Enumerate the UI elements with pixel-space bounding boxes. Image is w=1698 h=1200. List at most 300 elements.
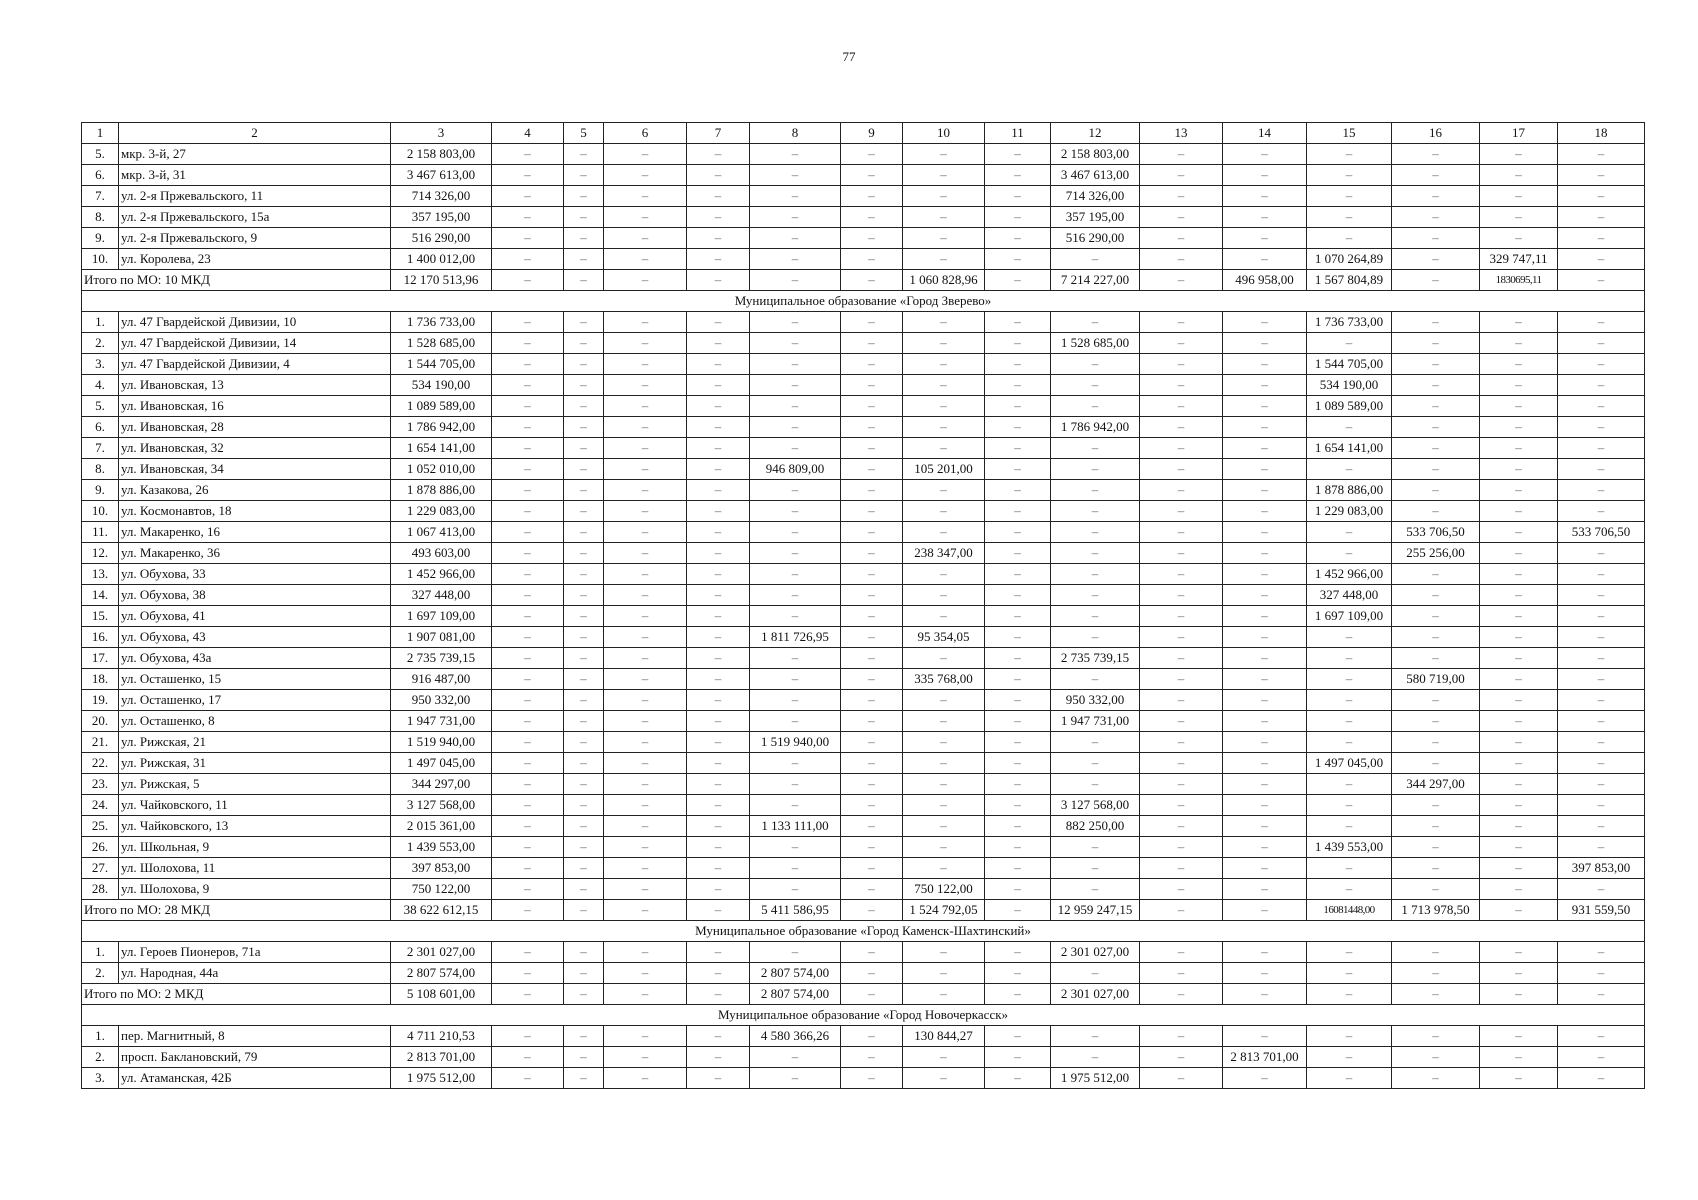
empty-cell: – [903,1068,985,1089]
table-row [82,585,1645,606]
empty-cell: – [1480,858,1558,879]
amount-cell: 2 301 027,00 [1051,984,1140,1005]
empty-cell: – [604,858,687,879]
address-cell: ул. Осташенко, 15 [119,669,391,690]
empty-cell: – [903,963,985,984]
empty-cell: – [1223,942,1307,963]
amount-cell: 255 256,00 [1392,543,1480,564]
amount-cell: 1830695,11 [1480,270,1558,291]
amount-cell: 2 735 739,15 [1051,648,1140,669]
empty-cell: – [1558,816,1645,837]
empty-cell: – [1480,984,1558,1005]
empty-cell: – [1558,1026,1645,1047]
empty-cell: – [1307,1047,1392,1068]
empty-cell: – [604,984,687,1005]
empty-cell: – [1558,480,1645,501]
empty-cell: – [841,501,903,522]
empty-cell: – [1480,900,1558,921]
empty-cell: – [687,417,750,438]
empty-cell: – [1223,480,1307,501]
empty-cell: – [492,480,564,501]
empty-cell: – [1392,564,1480,585]
empty-cell: – [1140,564,1223,585]
table-row [82,816,1645,837]
empty-cell: – [1480,564,1558,585]
empty-cell: – [841,795,903,816]
empty-cell: – [564,942,604,963]
address-cell: ул. Рижская, 31 [119,753,391,774]
empty-cell: – [841,1068,903,1089]
empty-cell: – [1223,879,1307,900]
empty-cell: – [1558,207,1645,228]
empty-cell: – [903,228,985,249]
empty-cell: – [687,879,750,900]
empty-cell: – [841,837,903,858]
empty-cell: – [841,522,903,543]
empty-cell: – [604,627,687,648]
table-row [82,711,1645,732]
empty-cell: – [985,459,1051,480]
address-cell: ул. Школьная, 9 [119,837,391,858]
empty-cell: – [1223,963,1307,984]
empty-cell: – [985,984,1051,1005]
empty-cell: – [1307,816,1392,837]
empty-cell: – [1051,627,1140,648]
table-row [82,963,1645,984]
empty-cell: – [1051,858,1140,879]
empty-cell: – [1223,1026,1307,1047]
empty-cell: – [1140,1047,1223,1068]
empty-cell: – [1051,879,1140,900]
empty-cell: – [1051,501,1140,522]
empty-cell: – [1051,837,1140,858]
empty-cell: – [1558,837,1645,858]
empty-cell: – [985,144,1051,165]
table-row [82,1026,1645,1047]
empty-cell: – [564,186,604,207]
empty-cell: – [492,858,564,879]
empty-cell: – [903,249,985,270]
row-number: 8. [82,459,119,480]
empty-cell: – [750,144,841,165]
empty-cell: – [750,396,841,417]
empty-cell: – [985,606,1051,627]
empty-cell: – [750,669,841,690]
empty-cell: – [903,774,985,795]
empty-cell: – [604,732,687,753]
empty-cell: – [492,669,564,690]
header-row [82,123,1645,144]
empty-cell: – [1223,627,1307,648]
section-row [82,1005,1645,1026]
address-cell: ул. Макаренко, 36 [119,543,391,564]
empty-cell: – [985,795,1051,816]
empty-cell: – [985,228,1051,249]
empty-cell: – [1480,606,1558,627]
empty-cell: – [492,606,564,627]
amount-cell: 1 786 942,00 [391,417,492,438]
empty-cell: – [1140,543,1223,564]
empty-cell: – [564,228,604,249]
empty-cell: – [1140,228,1223,249]
empty-cell: – [1558,312,1645,333]
table-row [82,417,1645,438]
empty-cell: – [750,585,841,606]
empty-cell: – [564,837,604,858]
empty-cell: – [841,879,903,900]
empty-cell: – [1558,753,1645,774]
amount-cell: 95 354,05 [903,627,985,648]
amount-cell: 1 654 141,00 [391,438,492,459]
empty-cell: – [687,312,750,333]
row-number: 1. [82,942,119,963]
row-number: 9. [82,480,119,501]
amount-cell: 2 813 701,00 [1223,1047,1307,1068]
empty-cell: – [750,207,841,228]
empty-cell: – [841,984,903,1005]
header-cell: 2 [119,123,391,144]
empty-cell: – [604,711,687,732]
empty-cell: – [1051,564,1140,585]
empty-cell: – [1558,585,1645,606]
address-cell: ул. Шолохова, 9 [119,879,391,900]
address-cell: ул. Ивановская, 28 [119,417,391,438]
empty-cell: – [564,795,604,816]
table-row [82,354,1645,375]
amount-cell: 2 158 803,00 [1051,144,1140,165]
amount-cell: 882 250,00 [1051,816,1140,837]
empty-cell: – [903,480,985,501]
empty-cell: – [1051,522,1140,543]
empty-cell: – [1223,312,1307,333]
empty-cell: – [492,1068,564,1089]
empty-cell: – [564,732,604,753]
empty-cell: – [1480,1026,1558,1047]
empty-cell: – [492,963,564,984]
empty-cell: – [492,165,564,186]
row-number: 9. [82,228,119,249]
empty-cell: – [1480,417,1558,438]
empty-cell: – [903,606,985,627]
empty-cell: – [1223,249,1307,270]
empty-cell: – [687,1068,750,1089]
empty-cell: – [1223,522,1307,543]
empty-cell: – [903,690,985,711]
empty-cell: – [564,900,604,921]
empty-cell: – [687,543,750,564]
amount-cell: 714 326,00 [391,186,492,207]
amount-cell: 1 736 733,00 [1307,312,1392,333]
amount-cell: 534 190,00 [1307,375,1392,396]
empty-cell: – [750,606,841,627]
empty-cell: – [492,942,564,963]
table-row [82,1068,1645,1089]
amount-cell: 2 735 739,15 [391,648,492,669]
address-cell: ул. Осташенко, 8 [119,711,391,732]
empty-cell: – [1307,690,1392,711]
amount-cell: 1 567 804,89 [1307,270,1392,291]
empty-cell: – [604,165,687,186]
empty-cell: – [687,816,750,837]
address-cell: ул. Королева, 23 [119,249,391,270]
empty-cell: – [1223,900,1307,921]
empty-cell: – [492,417,564,438]
empty-cell: – [903,858,985,879]
empty-cell: – [1140,354,1223,375]
empty-cell: – [903,396,985,417]
amount-cell: 2 015 361,00 [391,816,492,837]
data-table [81,122,1645,1089]
empty-cell: – [1140,858,1223,879]
amount-cell: 1 654 141,00 [1307,438,1392,459]
amount-cell: 2 301 027,00 [391,942,492,963]
empty-cell: – [1051,963,1140,984]
empty-cell: – [492,879,564,900]
empty-cell: – [1392,354,1480,375]
empty-cell: – [750,879,841,900]
empty-cell: – [1223,858,1307,879]
empty-cell: – [841,942,903,963]
empty-cell: – [985,480,1051,501]
header-cell: 11 [985,123,1051,144]
empty-cell: – [564,753,604,774]
empty-cell: – [1558,711,1645,732]
empty-cell: – [492,459,564,480]
address-cell: ул. 2-я Пржевальского, 11 [119,186,391,207]
empty-cell: – [985,732,1051,753]
amount-cell: 750 122,00 [903,879,985,900]
empty-cell: – [687,501,750,522]
address-cell: ул. Шолохова, 11 [119,858,391,879]
header-cell: 9 [841,123,903,144]
empty-cell: – [903,795,985,816]
empty-cell: – [1480,312,1558,333]
empty-cell: – [564,207,604,228]
address-cell: ул. Ивановская, 16 [119,396,391,417]
empty-cell: – [1480,333,1558,354]
row-number: 25. [82,816,119,837]
empty-cell: – [985,816,1051,837]
amount-cell: 1 229 083,00 [1307,501,1392,522]
amount-cell: 130 844,27 [903,1026,985,1047]
empty-cell: – [564,165,604,186]
empty-cell: – [492,207,564,228]
empty-cell: – [1140,270,1223,291]
row-number: 3. [82,1068,119,1089]
empty-cell: – [1392,732,1480,753]
header-cell: 10 [903,123,985,144]
table-row [82,669,1645,690]
empty-cell: – [604,186,687,207]
empty-cell: – [1307,417,1392,438]
empty-cell: – [903,312,985,333]
row-number: 20. [82,711,119,732]
table-row [82,396,1645,417]
empty-cell: – [1140,165,1223,186]
empty-cell: – [564,690,604,711]
amount-cell: 1 519 940,00 [750,732,841,753]
empty-cell: – [903,417,985,438]
empty-cell: – [1140,879,1223,900]
empty-cell: – [985,753,1051,774]
empty-cell: – [1223,711,1307,732]
total-row [82,270,1645,291]
total-label: Итого по МО: 10 МКД [82,270,391,291]
row-number: 17. [82,648,119,669]
amount-cell: 1 907 081,00 [391,627,492,648]
amount-cell: 1 052 010,00 [391,459,492,480]
empty-cell: – [841,711,903,732]
empty-cell: – [1140,522,1223,543]
empty-cell: – [1558,396,1645,417]
empty-cell: – [903,165,985,186]
amount-cell: 5 411 586,95 [750,900,841,921]
empty-cell: – [1558,627,1645,648]
amount-cell: 2 158 803,00 [391,144,492,165]
empty-cell: – [1223,816,1307,837]
empty-cell: – [1558,438,1645,459]
amount-cell: 533 706,50 [1558,522,1645,543]
empty-cell: – [604,816,687,837]
amount-cell: 1 060 828,96 [903,270,985,291]
table-row [82,480,1645,501]
empty-cell: – [564,333,604,354]
row-number: 27. [82,858,119,879]
empty-cell: – [1223,543,1307,564]
empty-cell: – [903,333,985,354]
empty-cell: – [687,1026,750,1047]
amount-cell: 3 127 568,00 [1051,795,1140,816]
address-cell: ул. 47 Гвардейской Дивизии, 4 [119,354,391,375]
empty-cell: – [1140,459,1223,480]
address-cell: ул. Чайковского, 11 [119,795,391,816]
table-row [82,438,1645,459]
empty-cell: – [1558,984,1645,1005]
empty-cell: – [604,1068,687,1089]
amount-cell: 946 809,00 [750,459,841,480]
empty-cell: – [841,228,903,249]
empty-cell: – [750,1068,841,1089]
empty-cell: – [1223,732,1307,753]
empty-cell: – [1480,627,1558,648]
empty-cell: – [1223,354,1307,375]
empty-cell: – [1558,1068,1645,1089]
empty-cell: – [604,606,687,627]
empty-cell: – [1140,417,1223,438]
empty-cell: – [564,522,604,543]
empty-cell: – [1558,942,1645,963]
empty-cell: – [1223,459,1307,480]
empty-cell: – [492,354,564,375]
row-number: 11. [82,522,119,543]
empty-cell: – [985,837,1051,858]
empty-cell: – [1140,438,1223,459]
empty-cell: – [1480,522,1558,543]
address-cell: ул. Казакова, 26 [119,480,391,501]
amount-cell: 714 326,00 [1051,186,1140,207]
table-row [82,690,1645,711]
empty-cell: – [841,333,903,354]
empty-cell: – [1140,1068,1223,1089]
table-row [82,333,1645,354]
empty-cell: – [841,543,903,564]
empty-cell: – [687,732,750,753]
empty-cell: – [750,690,841,711]
section-row [82,921,1645,942]
empty-cell: – [604,249,687,270]
row-number: 23. [82,774,119,795]
empty-cell: – [750,543,841,564]
empty-cell: – [604,396,687,417]
empty-cell: – [1223,207,1307,228]
address-cell: ул. 47 Гвардейской Дивизии, 14 [119,333,391,354]
empty-cell: – [687,354,750,375]
table-row [82,375,1645,396]
table-row [82,165,1645,186]
address-cell: ул. 2-я Пржевальского, 9 [119,228,391,249]
empty-cell: – [492,816,564,837]
table-row [82,207,1645,228]
empty-cell: – [841,396,903,417]
amount-cell: 1 524 792,05 [903,900,985,921]
empty-cell: – [564,312,604,333]
empty-cell: – [1392,690,1480,711]
empty-cell: – [1392,438,1480,459]
amount-cell: 12 959 247,15 [1051,900,1140,921]
empty-cell: – [1223,438,1307,459]
header-cell: 16 [1392,123,1480,144]
empty-cell: – [1392,228,1480,249]
empty-cell: – [1051,774,1140,795]
empty-cell: – [903,942,985,963]
empty-cell: – [841,669,903,690]
empty-cell: – [1558,669,1645,690]
row-number: 24. [82,795,119,816]
empty-cell: – [841,165,903,186]
header-cell: 17 [1480,123,1558,144]
empty-cell: – [841,270,903,291]
empty-cell: – [1392,585,1480,606]
empty-cell: – [604,207,687,228]
empty-cell: – [841,732,903,753]
empty-cell: – [564,858,604,879]
empty-cell: – [1140,207,1223,228]
amount-cell: 1 528 685,00 [391,333,492,354]
amount-cell: 534 190,00 [391,375,492,396]
table-row [82,522,1645,543]
table-row [82,564,1645,585]
empty-cell: – [841,1026,903,1047]
row-number: 10. [82,249,119,270]
empty-cell: – [492,312,564,333]
empty-cell: – [1307,144,1392,165]
empty-cell: – [564,879,604,900]
table-row [82,144,1645,165]
empty-cell: – [604,879,687,900]
amount-cell: 1 811 726,95 [750,627,841,648]
empty-cell: – [492,396,564,417]
empty-cell: – [750,564,841,585]
amount-cell: 105 201,00 [903,459,985,480]
address-cell: ул. Ивановская, 13 [119,375,391,396]
empty-cell: – [1307,984,1392,1005]
empty-cell: – [687,333,750,354]
empty-cell: – [1558,270,1645,291]
empty-cell: – [1051,480,1140,501]
amount-cell: 1 786 942,00 [1051,417,1140,438]
empty-cell: – [1223,690,1307,711]
empty-cell: – [1480,774,1558,795]
